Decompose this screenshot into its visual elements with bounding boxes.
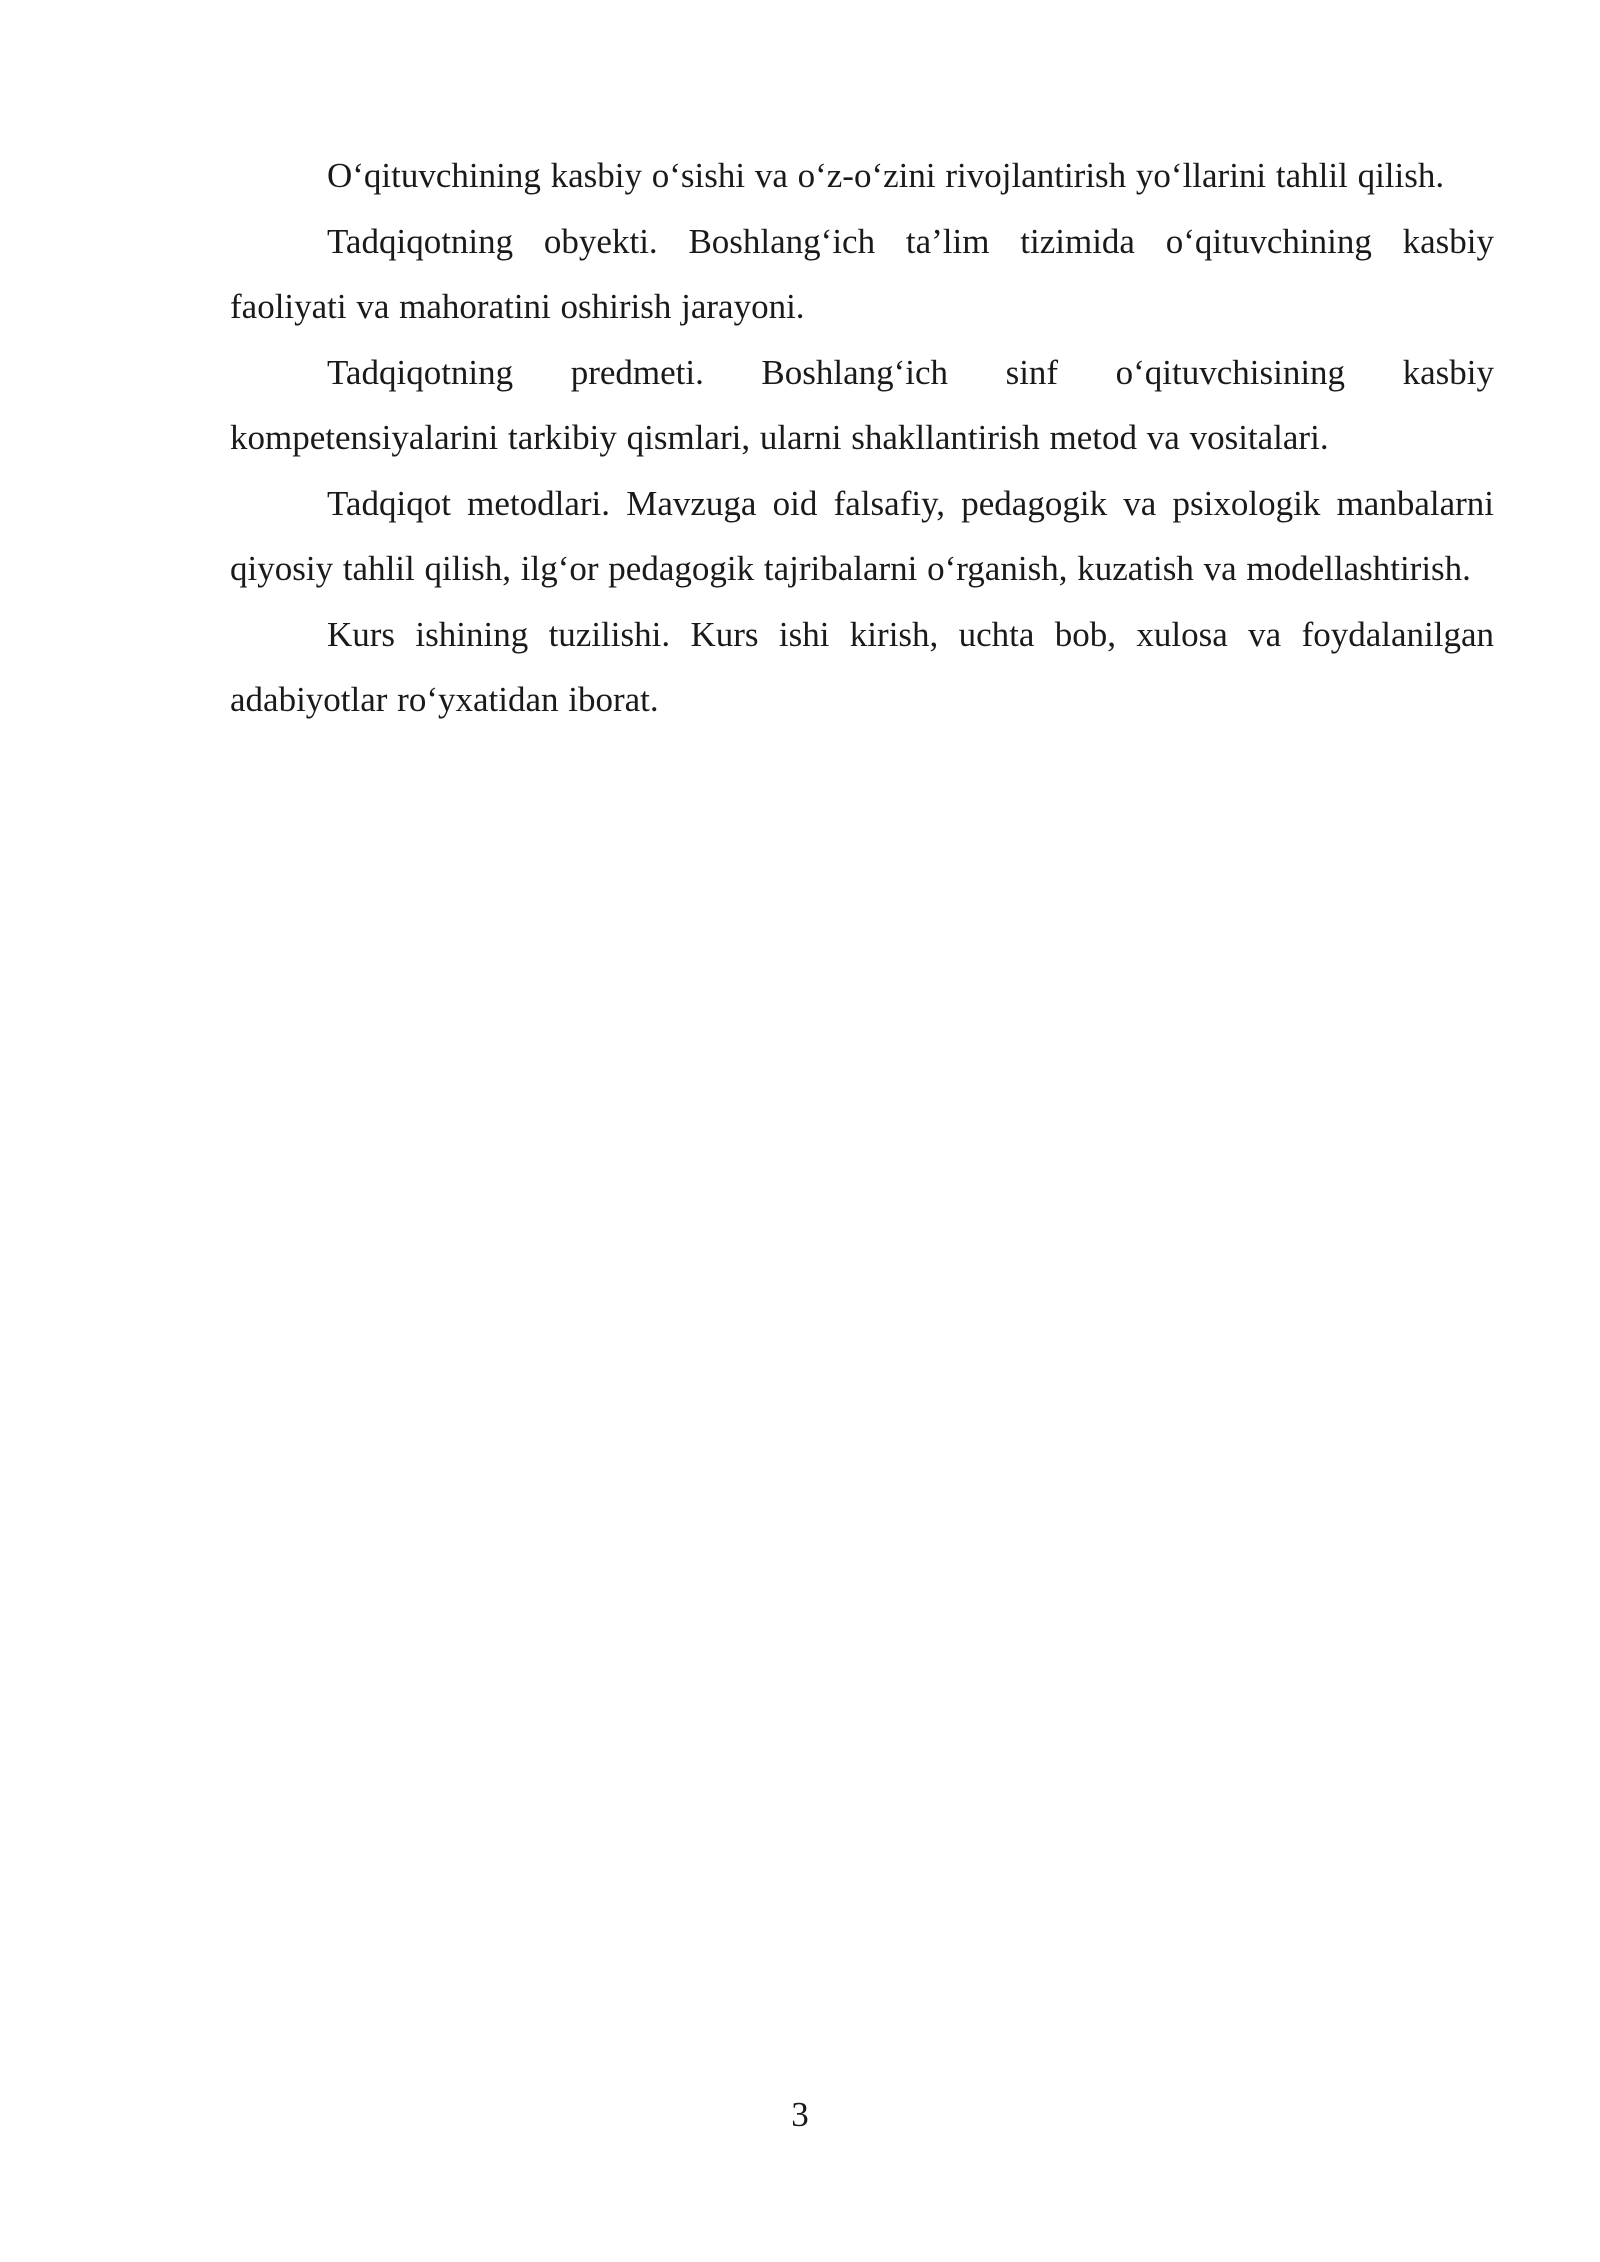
page-number: 3: [791, 2095, 809, 2134]
paragraph-research-subject: Tadqiqotning predmeti. Boshlang‘ich sinf o‘qituvchisining kasbiy kompetensiyalarini tarkibiy qismlari, ularni shakllantirish metod va vositalari.: [230, 352, 1494, 457]
paragraph-research-methods: Tadqiqot metodlari. Mavzuga oid falsafiy, pedagogik va psixologik manbalarni qiyosiy tahlil qilish, ilg‘or pedagogik tajribalarni o‘rganish, kuzatish va modellashtirish.: [230, 483, 1494, 588]
paragraph-professional-growth: O‘qituvchining kasbiy o‘sishi va o‘z-o‘zini rivojlantirish yo‘llarini tahlil qilish.: [327, 156, 1445, 195]
paragraph-course-structure: Kurs ishining tuzilishi. Kurs ishi kirish, uchta bob, xulosa va foydalanilgan adabiyotlar ro‘yxatidan iborat.: [230, 614, 1494, 719]
paragraph-research-object: Tadqiqotning obyekti. Boshlang‘ich ta’lim tizimida o‘qituvchining kasbiy faoliyati va mahoratini oshirish jarayoni.: [230, 221, 1494, 326]
page-body: [230, 143, 1494, 733]
